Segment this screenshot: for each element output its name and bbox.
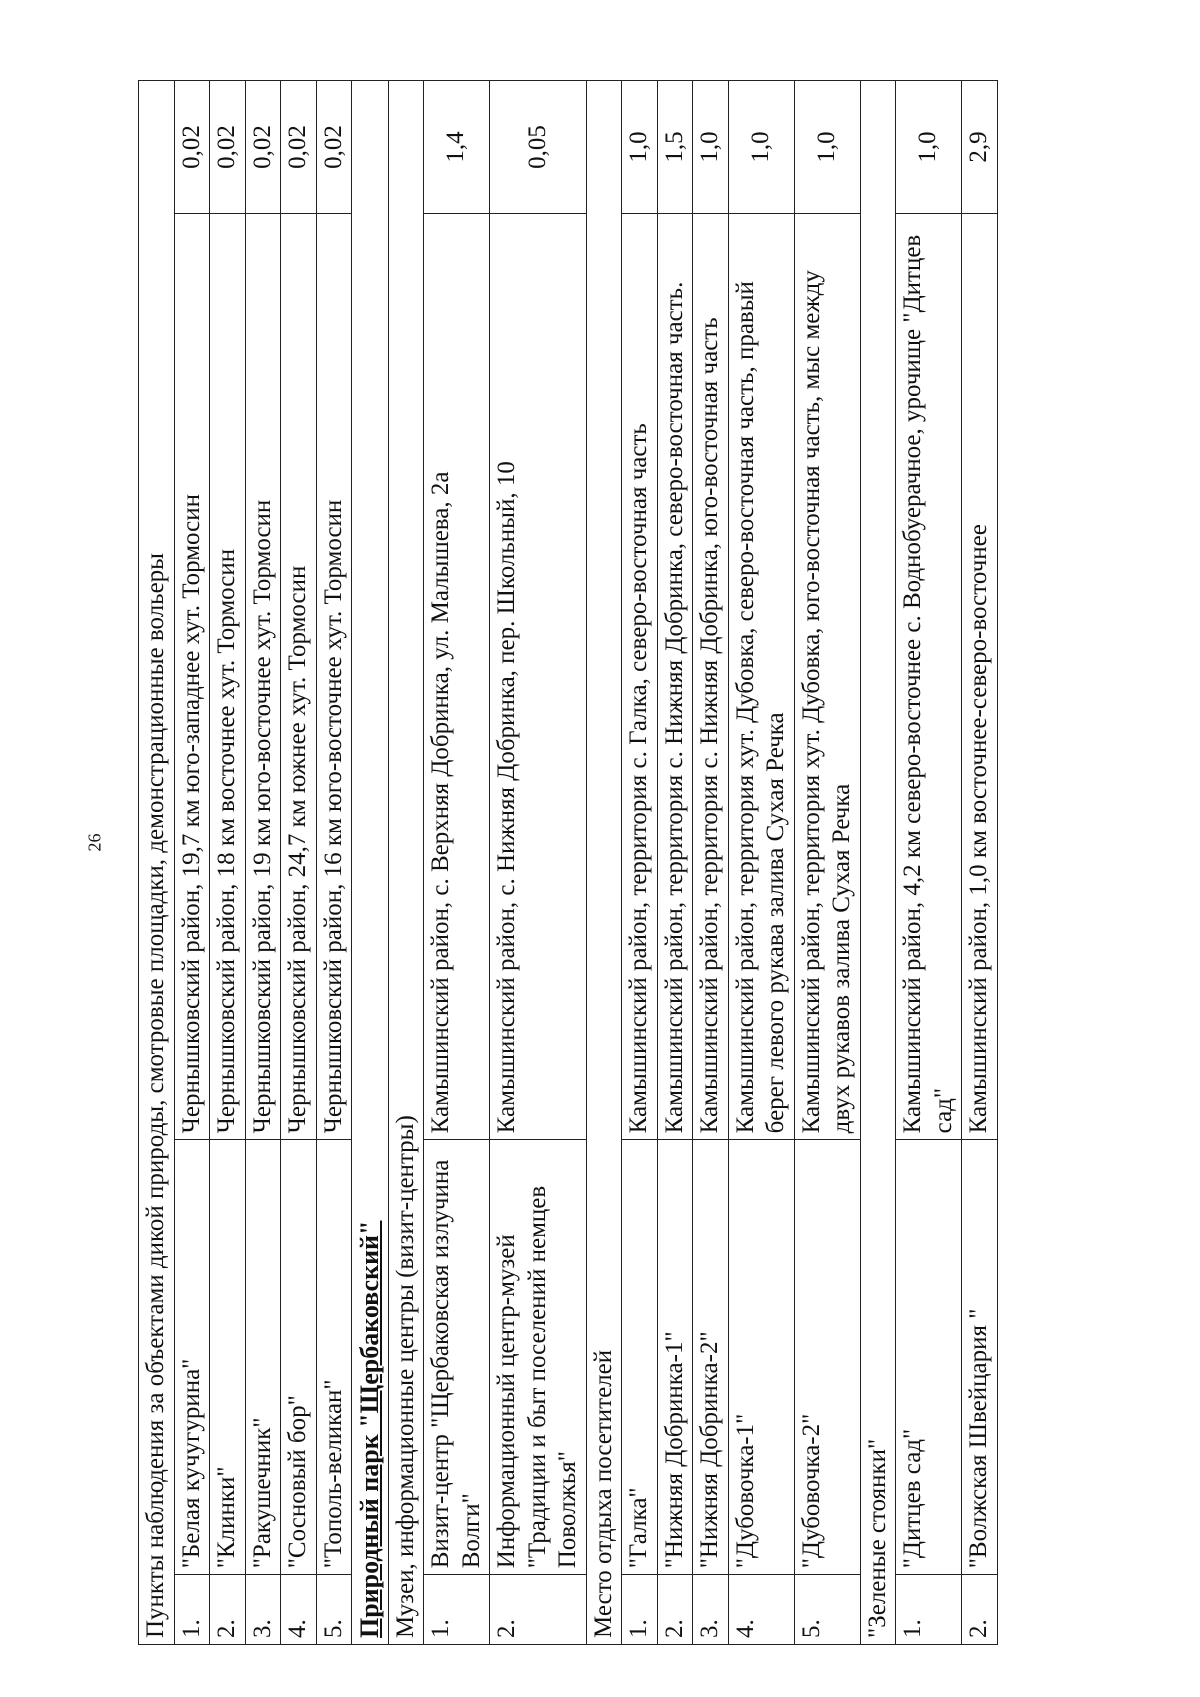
table-row (728, 81, 794, 1645)
row-number: 2. (657, 1575, 693, 1645)
object-name: "Дитцев сад" (896, 1140, 962, 1575)
object-area: 1,5 (657, 81, 693, 214)
object-location: Камышинский район, территория хут. Дубовка, северо-восточная часть, правый берег левого рукава залива Сухая Речка (728, 213, 794, 1139)
section-header: Место отдыха посетителей (586, 81, 622, 1645)
row-number: 2. (490, 1575, 587, 1645)
row-number: 5. (794, 1575, 860, 1645)
table-row (424, 81, 490, 1645)
table-row (316, 81, 352, 1645)
row-number: 1. (622, 1575, 658, 1645)
row-number: 4. (281, 1575, 317, 1645)
table-row (657, 81, 693, 1645)
object-name: "Дубовочка-2" (794, 1140, 860, 1575)
section-header-row (860, 81, 896, 1645)
row-number: 4. (728, 1575, 794, 1645)
table-row (896, 81, 962, 1645)
table-row (693, 81, 729, 1645)
object-area: 0,05 (490, 81, 587, 214)
table-row (174, 81, 210, 1645)
object-location: Чернышковский район, 19,7 км юго-западнее хут. Тормосин (174, 213, 210, 1139)
object-name: "Белая кучугурина" (174, 1140, 210, 1575)
row-number: 3. (693, 1575, 729, 1645)
section-header: Пункты наблюдения за объектами дикой природы, смотровые площадки, демонстрационные вольеры (139, 81, 175, 1645)
object-area: 0,02 (210, 81, 246, 214)
row-number: 2. (210, 1575, 246, 1645)
row-number: 2. (962, 1575, 998, 1645)
object-location: Камышинский район, территория с. Нижняя Добринка, северо-восточная часть. (657, 213, 693, 1139)
object-location: Чернышковский район, 19 км юго-восточнее хут. Тормосин (245, 213, 281, 1139)
object-area: 1,4 (424, 81, 490, 214)
object-area: 0,02 (281, 81, 317, 214)
table-row (962, 81, 998, 1645)
row-number: 3. (245, 1575, 281, 1645)
row-number: 1. (424, 1575, 490, 1645)
object-area: 1,0 (794, 81, 860, 214)
section-header-row (388, 81, 424, 1645)
section-header: "Зеленые стоянки" (860, 81, 896, 1645)
table-row (490, 81, 587, 1645)
object-area: 0,02 (316, 81, 352, 214)
object-location: Камышинский район, 1,0 км восточнее-северо-восточнее (962, 213, 998, 1139)
object-name: "Тополь-великан" (316, 1140, 352, 1575)
object-area: 1,0 (896, 81, 962, 214)
object-name: "Клинки" (210, 1140, 246, 1575)
object-area: 1,0 (693, 81, 729, 214)
object-area: 2,9 (962, 81, 998, 214)
object-location: Камышинский район, с. Нижняя Добринка, пер. Школьный, 10 (490, 213, 587, 1139)
object-name: "Нижняя Добринка-1" (657, 1140, 693, 1575)
object-name: Информационный центр-музей "Традиции и быт поселений немцев Поволжья" (490, 1140, 587, 1575)
object-area: 1,0 (622, 81, 658, 214)
row-number: 5. (316, 1575, 352, 1645)
object-location: Чернышковский район, 24,7 км южнее хут. Тормосин (281, 213, 317, 1139)
object-location: Камышинский район, с. Верхняя Добринка, ул. Малышева, 2а (424, 213, 490, 1139)
object-name: "Волжская Швейцария " (962, 1140, 998, 1575)
object-name: "Галка" (622, 1140, 658, 1575)
object-location: Чернышковский район, 16 км юго-восточнее хут. Тормосин (316, 213, 352, 1139)
object-name: "Дубовочка-1" (728, 1140, 794, 1575)
row-number: 1. (896, 1575, 962, 1645)
table-row (794, 81, 860, 1645)
table-row (281, 81, 317, 1645)
object-area: 0,02 (174, 81, 210, 214)
section-header-row (139, 81, 175, 1645)
objects-table (138, 80, 998, 1645)
row-number: 1. (174, 1575, 210, 1645)
table-row (245, 81, 281, 1645)
rotated-page-content (138, 80, 1200, 1645)
object-location: Камышинский район, 4,2 км северо-восточнее с. Воднобуерачное, урочище "Дитцев сад" (896, 213, 962, 1139)
section-header: Музеи, информационные центры (визит-центры) (388, 81, 424, 1645)
section-header-row (586, 81, 622, 1645)
object-location: Камышинский район, территория хут. Дубовка, юго-восточная часть, мыс между двух рукавов залива Сухая Речка (794, 213, 860, 1139)
object-location: Камышинский район, территория с. Нижняя Добринка, юго-восточная часть (693, 213, 729, 1139)
object-area: 1,0 (728, 81, 794, 214)
page-number: 26 (84, 833, 105, 852)
object-location: Камышинский район, территория с. Галка, северо-восточная часть (622, 213, 658, 1139)
object-location: Чернышковский район, 18 км восточнее хут. Тормосин (210, 213, 246, 1139)
park-title: Природный парк "Щербаковский" (352, 81, 389, 1645)
table-row (210, 81, 246, 1645)
object-name: Визит-центр "Щербаковская излучина Волги" (424, 1140, 490, 1575)
park-header-row (352, 81, 389, 1645)
table-row (622, 81, 658, 1645)
object-name: "Нижняя Добринка-2" (693, 1140, 729, 1575)
object-area: 0,02 (245, 81, 281, 214)
object-name: "Ракушечник" (245, 1140, 281, 1575)
object-name: "Сосновый бор" (281, 1140, 317, 1575)
